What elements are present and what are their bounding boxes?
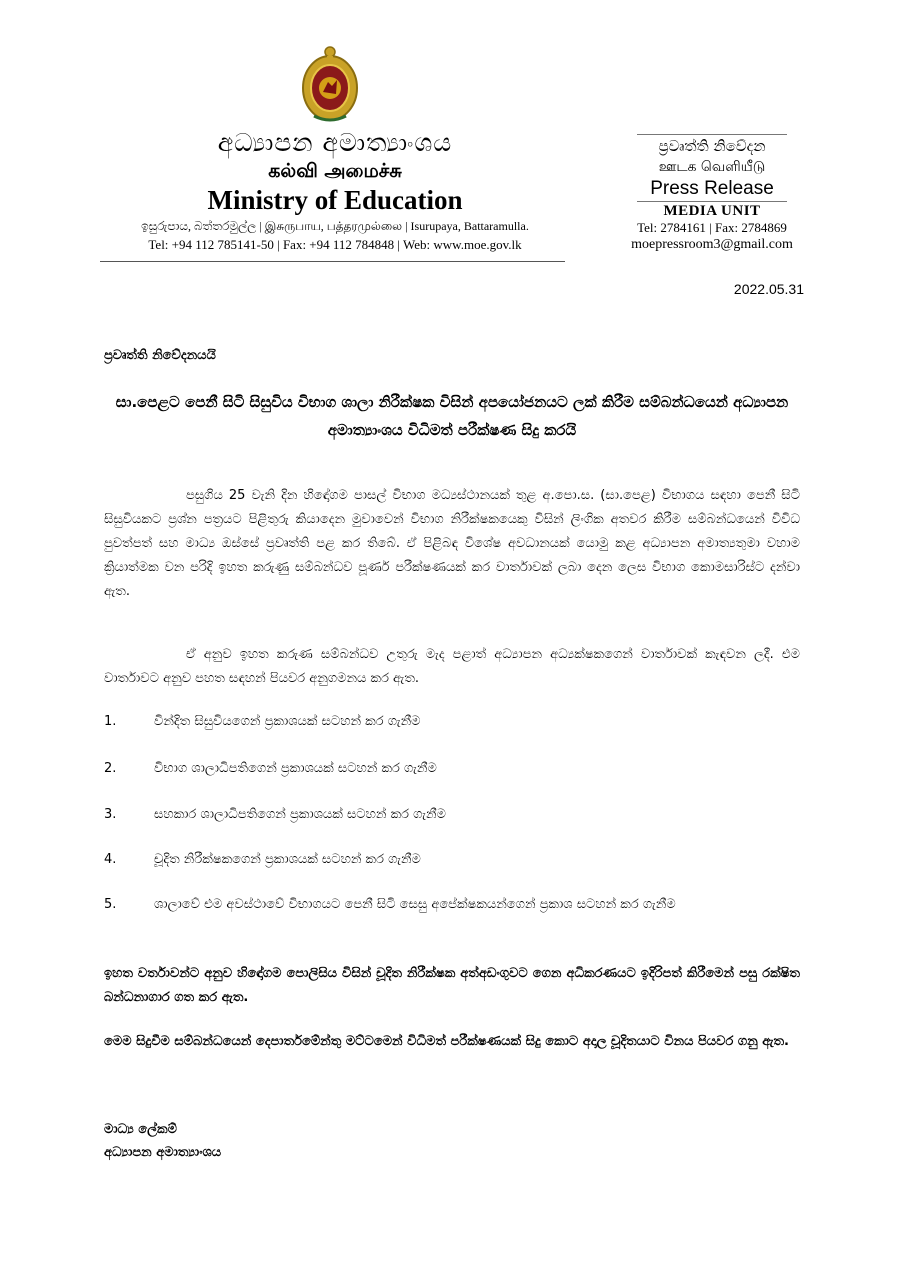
press-release-box	[612, 134, 812, 253]
list-item	[104, 848, 800, 872]
signature-organization: අධ්‍යාපන අමාත්‍යාංශය	[104, 1145, 222, 1160]
state-emblem-icon	[300, 42, 360, 124]
ministry-header	[100, 128, 570, 253]
list-item-number: 5.	[104, 897, 117, 912]
header-divider	[100, 261, 565, 262]
media-unit-email: moepressroom3@gmail.com	[631, 237, 793, 252]
ministry-address: ඉසුරුපාය, බත්තරමුල්ල | இசுருபாய, பத்தரமுல்லை | Isurupaya, Battaramulla.	[141, 219, 529, 233]
list-item-text: සහකාර ශාලාධිපතිගෙන් ප්‍රකාශයක් සටහන් කර ගැනීම	[154, 807, 446, 822]
list-item-text: වින්දිත සිසුවියගෙන් ප්‍රකාශයක් සටහන් කර ගැනීම	[154, 714, 421, 729]
list-item-text: චූදිත නිරීක්ෂකගෙන් ප්‍රකාශයක් සටහන් කර ගැනීම	[154, 852, 421, 867]
press-label-english: Press Release	[650, 178, 774, 199]
ministry-name-english: Ministry of Education	[207, 185, 463, 215]
list-item-number: 1.	[104, 714, 117, 729]
closing-paragraph-1: ඉහත වර්තාවන්ට අනුව හිඳෝගම පොලිසිය විසින් චූදිත නිරීක්ෂක අත්අඩංගුවට ගෙන අධිකරණයට ඉදිරිපත් කිරීමෙන් පසු රක්ෂිත බන්ධනාගාර ගත කර ඇත.	[104, 966, 800, 1005]
body-paragraph-1: පසුගිය 25 වැනි දින හිඳෝගම පාසල් විභාග මධ්‍යස්ථානයක් තුළ අ.පො.ස. (සා.පෙළ) විභාගය සඳහා පෙනී සිටි සිසුවියකට ප්‍රශ්න පත්‍රයට පිළිතුරු කියාදෙන මුවාවෙන් විභාග නිරීක්ෂකයෙකු විසින් ලිංගික අතවර කිරීම සම්බන්ධයෙන් විවිධ පුවත්පත් සහ මාධ්‍ය ඔස්සේ ප්‍රවෘත්ති පළ කර තිබේ. ඒ පිළිබඳ විශේෂ අවධානයක් යොමු කළ අධ්‍යාපන අමාත්‍යතුමා වහාම ක්‍රියාත්මක වන පරිදි ඉහත කරුණු සම්බන්ධව පූර්ණ පරීක්ෂණයක් කර වාර්තාවක් ලබා දෙන ලෙස විභාග කොමසාරිස්ට දන්වා ඇත.	[104, 488, 800, 599]
closing-paragraph-2: මෙම සිදුවීම සම්බන්ධයෙන් දෙපාර්තමේන්තු මට්ටමෙන් විධිමත් පරීක්ෂණයක් සිදු කොට අදාල චූදිතයාට විනය පියවර ගනු ඇත.	[104, 1034, 789, 1049]
document-type-label: ප්‍රවෘත්ති නිවේදනයයි	[104, 348, 216, 363]
list-item-number: 4.	[104, 852, 117, 867]
list-item-text: විභාග ශාලාධිපතිගෙන් ප්‍රකාශයක් සටහන් කර ගැනීම	[154, 761, 437, 776]
press-headline: සා.පෙළට පෙනී සිටි සිසුවිය විභාග ශාලා නිරීක්ෂක විසින් අපයෝජනයට ලක් කිරීම සම්බන්ධයෙන් අධ්‍යාපන අමාත්‍යාංශය විධිමත් පරීක්ෂණ සිදු කරයි	[115, 393, 789, 439]
media-unit-phone: Tel: 2784161 | Fax: 2784869	[637, 220, 787, 235]
press-label-tamil: ஊடக வெளியீடு	[658, 159, 766, 175]
list-item	[104, 803, 800, 827]
list-item-text: ශාලාවේ එම අවස්ථාවේ විභාගයට පෙනී සිටි සෙසු අපේක්ෂකයන්ගෙන් ප්‍රකාශ සටහන් කර ගැනීම	[154, 897, 676, 912]
ministry-name-sinhala: අධ්‍යාපන අමාත්‍යාංශය	[217, 128, 453, 157]
press-label-sinhala: ප්‍රවෘත්ති නිවේදන	[658, 137, 766, 155]
list-item	[104, 710, 800, 734]
ministry-contact: Tel: +94 112 785141-50 | Fax: +94 112 784848 | Web: www.moe.gov.lk	[148, 237, 522, 252]
signature-title: මාධ්‍ය ලේකම්	[104, 1122, 177, 1137]
list-item-number: 2.	[104, 761, 117, 776]
list-item	[104, 757, 800, 781]
release-date: 2022.05.31	[733, 281, 804, 297]
ministry-name-tamil: கல்வி அமைச்சு	[268, 160, 402, 182]
list-item	[104, 893, 800, 917]
body-paragraph-2: ඒ අනුව ඉහත කරුණ සම්බන්ධව උතුරු මැද පළාත් අධ්‍යාපන අධ්‍යක්ෂකගෙන් වාර්තාවක් කැඳවන ලදී. එම වාර්තාවට අනුව පහත සඳහන් පියවර අනුගමනය කර ඇත.	[104, 647, 800, 686]
list-item-number: 3.	[104, 807, 117, 822]
media-unit-label: MEDIA UNIT	[663, 203, 761, 219]
